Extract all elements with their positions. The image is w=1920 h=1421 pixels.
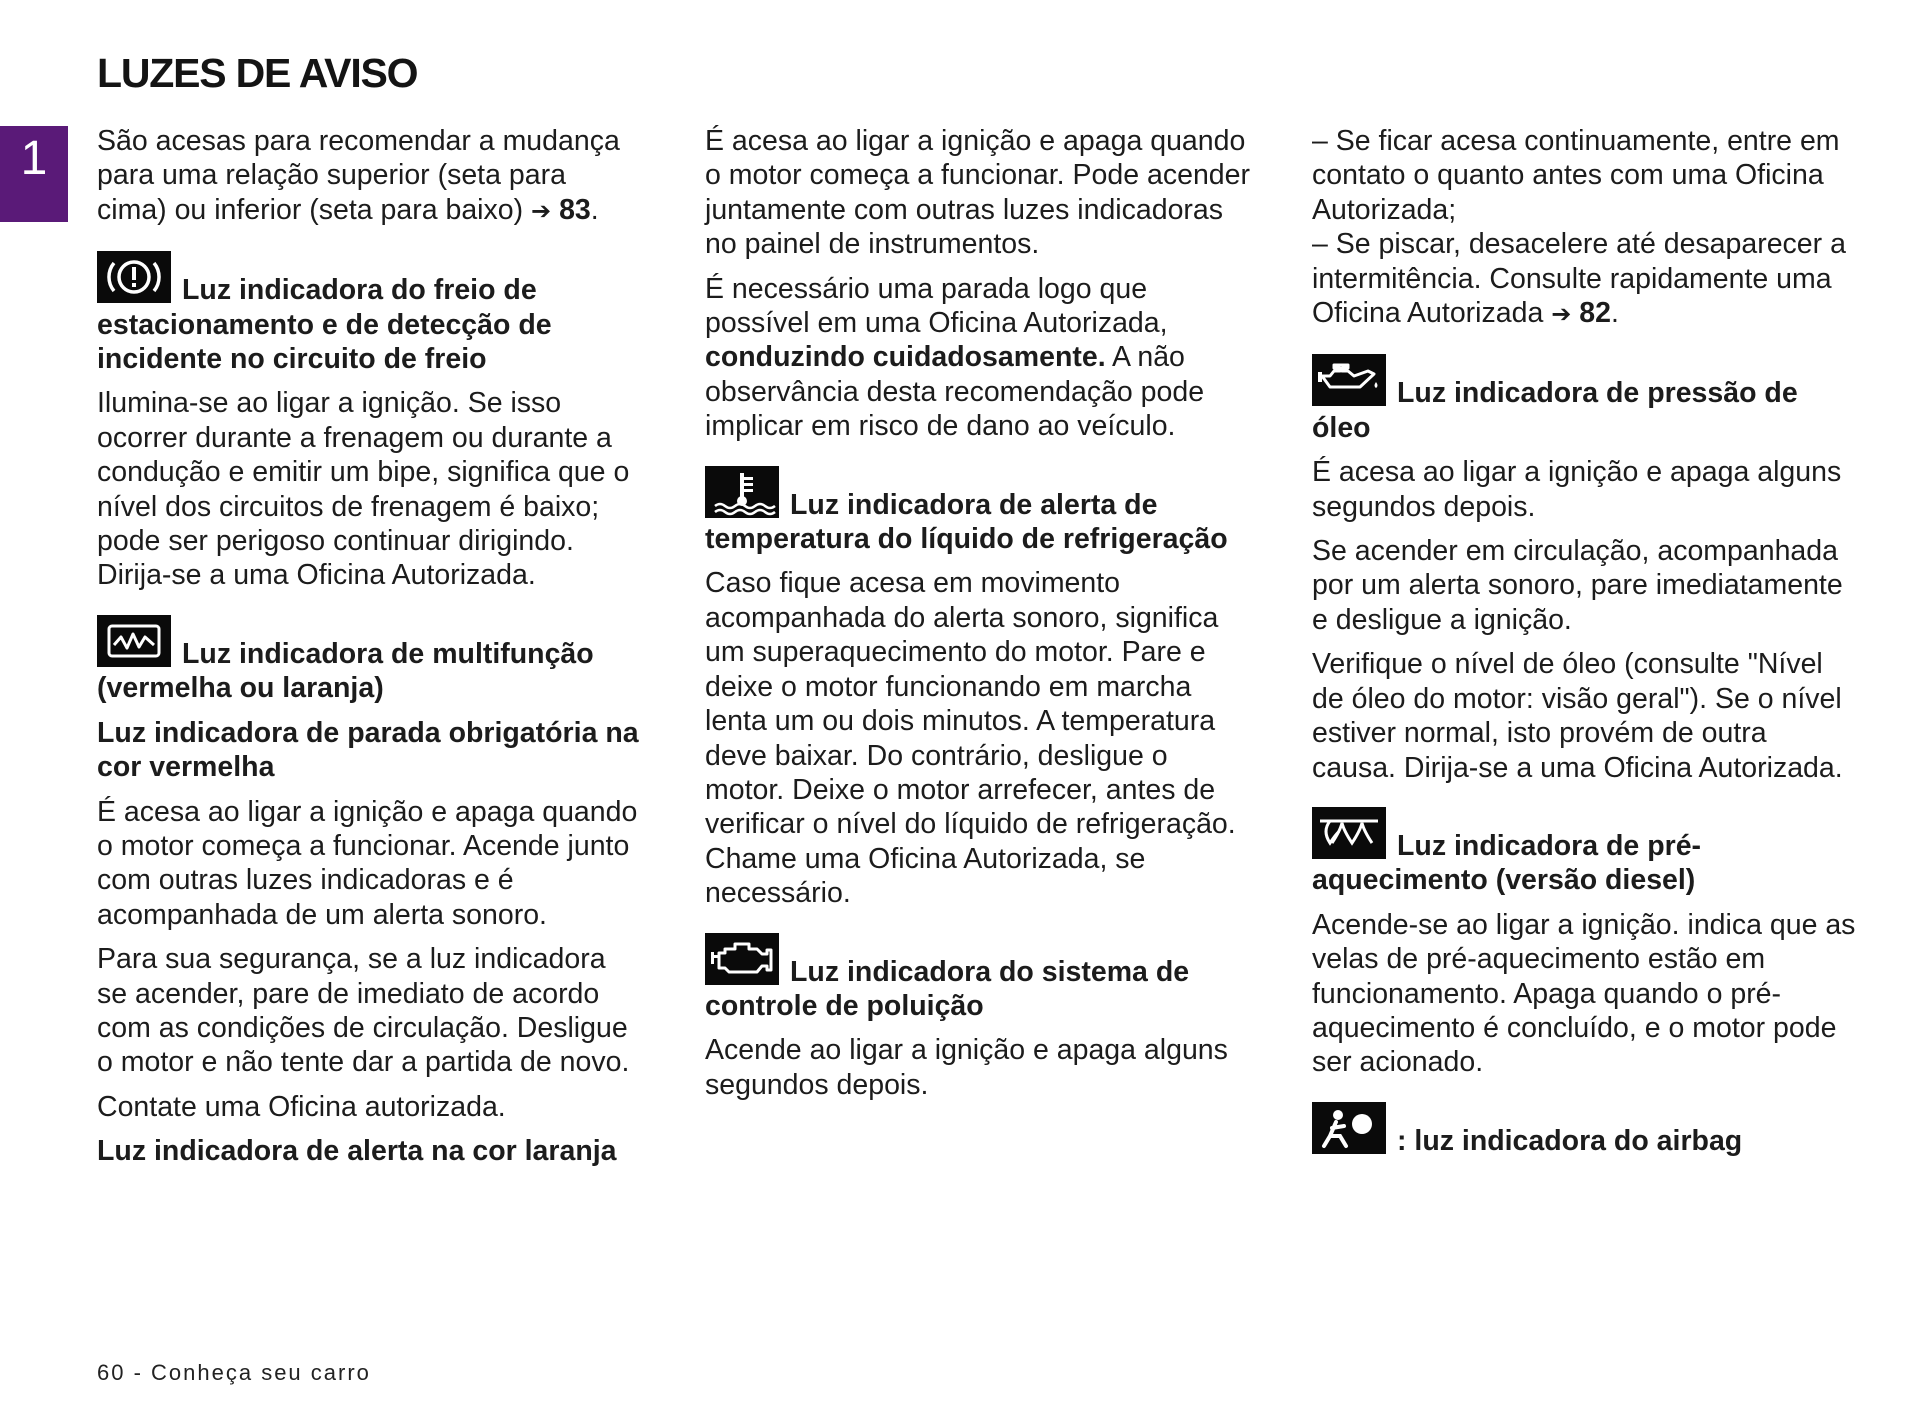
oil-paragraph-3: Verifique o nível de óleo (consulte "Nível de óleo do motor: visão geral"). Se o nível estiver normal, isto provém de outra causa. Dirija-se a uma Oficina Autorizada. — [1312, 648, 1843, 784]
page-reference[interactable]: 83 — [559, 193, 591, 226]
page-footer: 60 - Conheça seu carro — [97, 1360, 371, 1385]
multifunction-heading — [97, 615, 642, 706]
airbag-title: : luz indicadora do airbag — [1397, 1124, 1743, 1157]
airbag-icon — [1312, 1102, 1386, 1154]
coolant-temperature-icon — [705, 466, 779, 518]
coolant-heading — [705, 466, 1250, 557]
arrow-icon: ➔ — [531, 197, 552, 225]
preheating-coil-icon — [1312, 807, 1386, 859]
page-reference[interactable]: 82 — [1579, 297, 1611, 330]
column3-paragraph-2: – Se piscar, desacelere até desaparecer a intermitência. Consulte rapidamente uma Oficina Autorizada ➔ 82. — [1312, 228, 1846, 330]
preheat-heading — [1312, 807, 1857, 898]
brake-warning-icon — [97, 251, 171, 303]
arrow-icon: ➔ — [1551, 301, 1572, 329]
multifunction-paragraph-1: É acesa ao ligar a ignição e apaga quando o motor começa a funcionar. Acende junto com outras luzes indicadoras e é acompanhada de um alerta sonoro. — [97, 795, 638, 931]
column-1 — [97, 124, 642, 1179]
oil-paragraph-1: É acesa ao ligar a ignição e apaga alguns segundos depois. — [1312, 456, 1842, 523]
pollution-heading — [705, 933, 1250, 1024]
preheat-title: Luz indicadora de pré-aquecimento (versão diesel) — [1312, 829, 1702, 897]
intro-paragraph: São acesas para recomendar a mudança para uma relação superior (seta para cima) ou inferior (seta para baixo) ➔ 83. — [97, 125, 620, 226]
oil-pressure-title: Luz indicadora de pressão de óleo — [1312, 377, 1798, 444]
coolant-body: Caso fique acesa em movimento acompanhada do alerta sonoro, significa um superaquecimento do motor. Pare e deixe o motor funcionando em marcha lenta um ou dois minutos. A temperatura deve baixar. Do contrário, desligue o motor. Deixe o motor arrefecer, antes de verificar o nível do líquido de refrigeração. Chame uma Oficina Autorizada, se necessário. — [705, 567, 1236, 910]
oil-pressure-heading — [1312, 354, 1857, 445]
chapter-tab: 1 — [0, 126, 68, 222]
page-title: LUZES DE AVISO — [97, 50, 418, 96]
column-3 — [1312, 124, 1857, 1168]
mandatory-stop-subtitle: Luz indicadora de parada obrigatória na cor vermelha — [97, 716, 639, 784]
preheat-body: Acende-se ao ligar a ignição. indica que as velas de pré-aquecimento estão em funcionamento. Apaga quando o pré-aquecimento é concluído, e o motor pode ser acionado. — [1312, 908, 1856, 1079]
emphasis-text: conduzindo cuidadosamente. — [705, 341, 1106, 374]
brake-body: Ilumina-se ao ligar a ignição. Se isso ocorrer durante a frenagem ou durante a condução e emitir um bipe, significa que o nível dos circuitos de frenagem é baixo; pode ser perigoso continuar dirigindo. Dirija-se a uma Oficina Autorizada. — [97, 387, 630, 592]
airbag-heading — [1312, 1102, 1857, 1158]
pollution-body: Acende ao ligar a ignição e apaga alguns segundos depois. — [705, 1034, 1228, 1101]
intro-text: São acesas para recomendar a mudança para uma relação superior (seta para cima) ou inferior (seta para baixo) — [97, 125, 620, 226]
brake-heading — [97, 251, 642, 376]
multifunction-warning-icon — [97, 615, 171, 667]
oil-pressure-icon — [1312, 354, 1386, 406]
multifunction-title: Luz indicadora de multifunção (vermelha ou laranja) — [97, 637, 594, 705]
engine-check-icon — [705, 933, 779, 985]
oil-paragraph-2: Se acender em circulação, acompanhada por um alerta sonoro, pare imediatamente e desligue a ignição. — [1312, 535, 1843, 636]
brake-title: Luz indicadora do freio de estacionamento e de detecção de incidente no circuito de freio — [97, 274, 552, 376]
pollution-title: Luz indicadora do sistema de controle de poluição — [705, 955, 1190, 1022]
column-2 — [705, 124, 1250, 1112]
column3-paragraph-1: – Se ficar acesa continuamente, entre em contato o quanto antes com uma Oficina Autorizada; — [1312, 125, 1840, 226]
column2-paragraph-1: É acesa ao ligar a ignição e apaga quando o motor começa a funcionar. Pode acender juntamente com outras luzes indicadoras no painel de instrumentos. — [705, 125, 1250, 261]
orange-alert-subtitle: Luz indicadora de alerta na cor laranja — [97, 1135, 617, 1168]
column2-paragraph-2: É necessário uma parada logo que possível em uma Oficina Autorizada, conduzindo cuidadosamente. A não observância desta recomendação pode implicar em risco de dano ao veículo. — [705, 272, 1205, 443]
multifunction-paragraph-3: Contate uma Oficina autorizada. — [97, 1090, 506, 1123]
multifunction-paragraph-2: Para sua segurança, se a luz indicadora se acender, pare de imediato de acordo com as condições de circulação. Desligue o motor e não tente dar a partida de novo. — [97, 943, 630, 1079]
coolant-title: Luz indicadora de alerta de temperatura do líquido de refrigeração — [705, 488, 1228, 556]
